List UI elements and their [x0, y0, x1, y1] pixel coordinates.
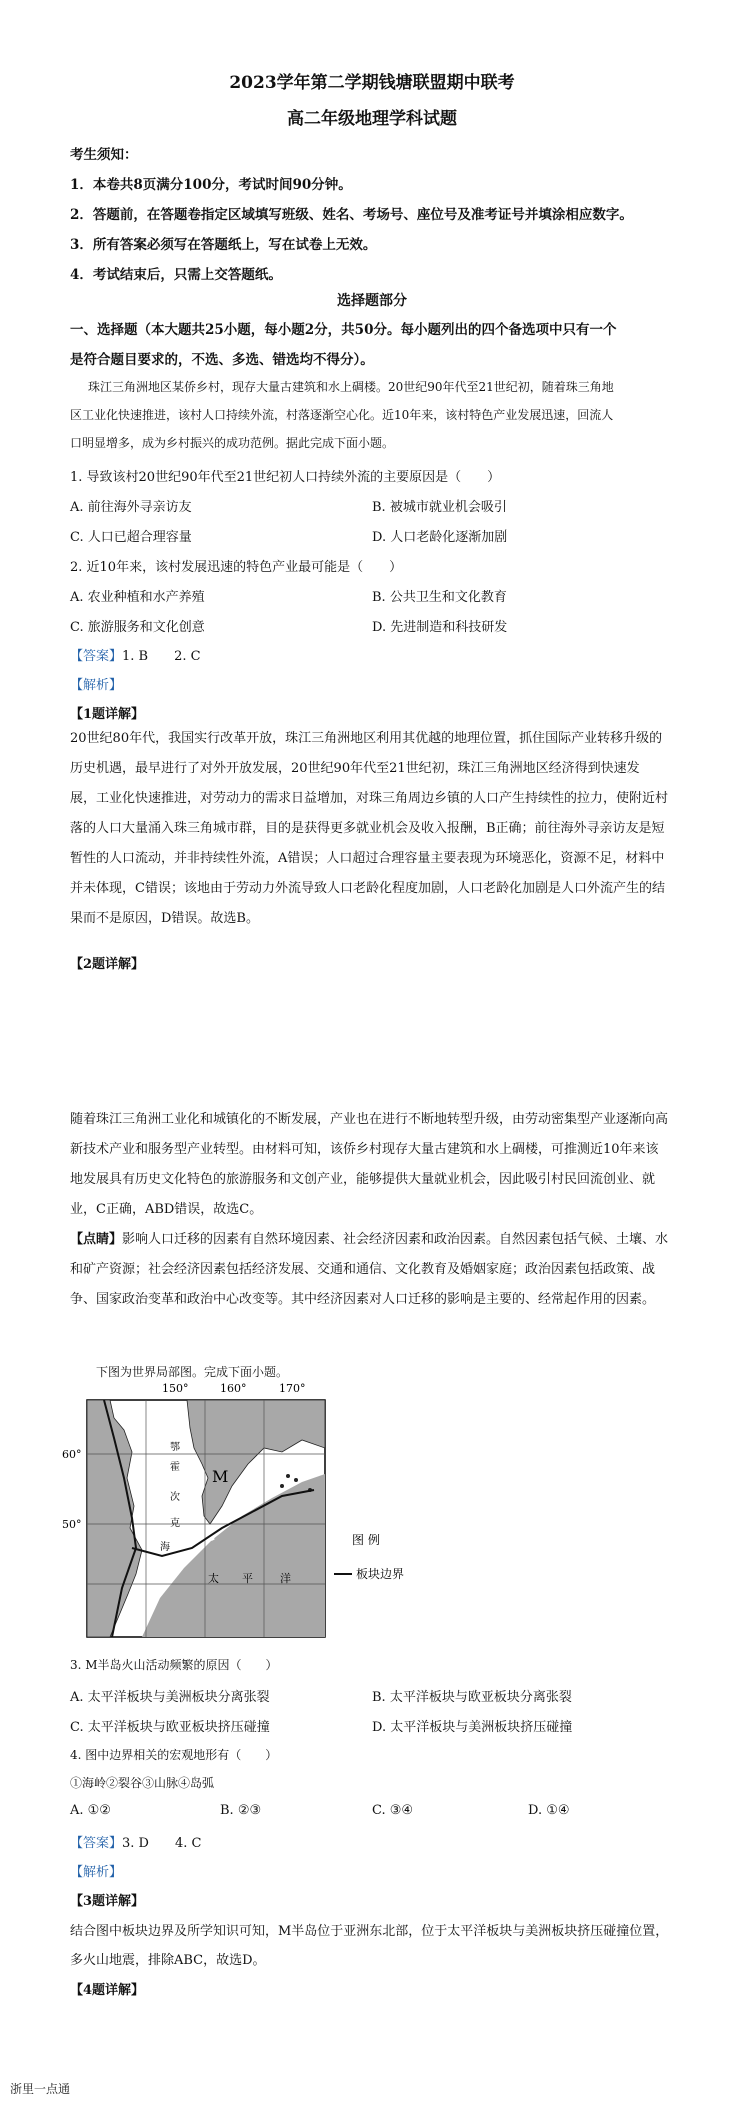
option-d: D. ①④ [528, 1803, 570, 1818]
legend-title: 图 例 [352, 1533, 380, 1547]
answer-text: 1. B 2. C [122, 649, 201, 664]
legend-item: 板块边界 [356, 1567, 405, 1581]
section-name: 选择题部分 [337, 293, 407, 309]
detail-line: 20世纪80年代，我国实行改革开放，珠江三角洲地区利用其优越的地理位置，抓住国际产业转移升级的 [70, 731, 663, 746]
world-map-figure [52, 1378, 472, 1643]
tip-line: 影响人口迁移的因素有自然环境因素、社会经济因素和政治因素。自然因素包括气候、土壤、水 [122, 1232, 669, 1247]
lon-label: 150° [162, 1382, 189, 1395]
option-a: A. 前往海外寻亲访友 [70, 500, 192, 515]
sea-label: 霍 [170, 1462, 180, 1473]
detail-line: 并未体现，C错误；该地由于劳动力外流导致人口老龄化程度加剧，人口老龄化加剧是人口外流产生的结 [70, 881, 665, 896]
option-b: B. 被城市就业机会吸引 [372, 500, 507, 515]
detail-line: 果而不是原因，D错误。故选B。 [70, 911, 259, 926]
tip-line: 争、国家政治变革和政治中心改变等。其中经济因素对人口迁移的影响是主要的、经常起作用的因素。 [70, 1292, 656, 1307]
option-d: D. 先进制造和科技研发 [372, 620, 508, 635]
passage-line: 珠江三角洲地区某侨乡村，现存大量古建筑和水上碉楼。20世纪90年代至21世纪初，随着珠三角地 [88, 380, 614, 394]
option-d: D. 人口老龄化逐渐加剧 [372, 530, 508, 545]
option-a: A. 农业种植和水产养殖 [70, 590, 205, 605]
sea-label: 克 [170, 1518, 180, 1529]
detail-line: 落的人口大量涌入珠三角城市群，目的是获得更多就业机会及收入报酬，B正确；前往海外寻亲访友是短 [70, 821, 665, 836]
option-d: D. 太平洋板块与美洲板块挤压碰撞 [372, 1720, 573, 1735]
question-stem: 1. 导致该村20世纪90年代至21世纪初人口持续外流的主要原因是（ ） [70, 470, 501, 485]
detail-line: 历史机遇，最早进行了对外开放发展，20世纪90年代至21世纪初，珠江三角洲地区经济得到快速发 [70, 761, 640, 776]
ocean-label: 太 [208, 1572, 219, 1585]
notice-item: 4．考试结束后，只需上交答题纸。 [70, 267, 282, 283]
detail-line: 结合图中板块边界及所学知识可知，M半岛位于亚洲东北部，位于太平洋板块与美洲板块挤压碰撞位置， [70, 1924, 669, 1939]
tip-label: 【点睛】 [70, 1232, 123, 1247]
notice-item: 2．答题前，在答题卷指定区域填写班级、姓名、考场号、座位号及准考证号并填涂相应数字。 [70, 207, 633, 223]
lon-label: 160° [220, 1382, 247, 1395]
sea-label: 海 [160, 1542, 170, 1553]
sea-label: 鄂 [170, 1442, 180, 1453]
detail-line: 展，工业化快速推进，对劳动力的需求日益增加，对珠三角周边乡镇的人口产生持续性的拉力，使附近村 [70, 791, 669, 806]
option-c: C. 太平洋板块与欧亚板块挤压碰撞 [70, 1720, 270, 1735]
detail-body [70, 1105, 682, 1225]
analysis-label: 【解析】 [70, 1865, 123, 1880]
option-c: C. ③④ [372, 1803, 414, 1818]
section-instruction: 是符合题目要求的，不选、多选、错选均不得分）。 [70, 352, 374, 368]
notice-heading: 考生须知： [70, 147, 138, 163]
detail-heading: 【2题详解】 [70, 957, 145, 972]
option-a: A. ①② [70, 1803, 111, 1818]
answer-line [70, 645, 201, 664]
analysis-label: 【解析】 [70, 678, 123, 693]
question-stem: 4. 图中边界相关的宏观地形有（ ） [70, 1748, 278, 1762]
detail-line: 业，C正确，ABD错误，故选C。 [70, 1202, 263, 1217]
option-b: B. 公共卫生和文化教育 [372, 590, 507, 605]
option-a: A. 太平洋板块与美洲板块分离张裂 [70, 1690, 270, 1705]
answer-text: 3. D 4. C [122, 1836, 202, 1851]
sea-label: 次 [170, 1492, 180, 1503]
ocean-label: 平 [242, 1572, 253, 1585]
notice-item: 1．本卷共8页满分100分，考试时间90分钟。 [70, 177, 352, 193]
passage-line: 区工业化快速推进，该村人口持续外流，村落逐渐空心化。近10年来，该村特色产业发展迅速，回流人 [70, 408, 614, 422]
map-intro: 下图为世界局部图。完成下面小题。 [96, 1365, 289, 1379]
tip-body [70, 1225, 682, 1315]
lat-label: 50° [62, 1518, 82, 1531]
exam-title: 2023学年第二学期钱塘联盟期中联考 [229, 73, 515, 93]
option-b: B. 太平洋板块与欧亚板块分离张裂 [372, 1690, 572, 1705]
detail-line: 暂性的人口流动，并非持续性外流，A错误；人口超过合理容量主要表现为环境恶化，资源不足，材料中 [70, 851, 665, 866]
answer-label: 【答案】 [70, 649, 123, 664]
detail-line: 地发展具有历史文化特色的旅游服务和文创产业，能够提供大量就业机会，因此吸引村民回流创业、就 [70, 1172, 656, 1187]
option-c: C. 旅游服务和文化创意 [70, 620, 205, 635]
answer-line [70, 1832, 201, 1851]
passage-line: 口明显增多，成为乡村振兴的成功范例。据此完成下面小题。 [70, 436, 395, 450]
detail-heading: 【4题详解】 [70, 1983, 145, 1998]
lon-label: 170° [279, 1382, 306, 1395]
peninsula-label: M [212, 1467, 229, 1486]
option-c: C. 人口已超合理容量 [70, 530, 192, 545]
section-instruction: 一、选择题（本大题共25小题，每小题2分，共50分。每小题列出的四个备选项中只有一个 [70, 322, 617, 338]
detail-heading: 【3题详解】 [70, 1894, 145, 1909]
answer-label: 【答案】 [70, 1836, 123, 1851]
detail-heading: 【1题详解】 [70, 707, 145, 722]
option-b: B. ②③ [220, 1803, 262, 1818]
lat-label: 60° [62, 1448, 82, 1461]
detail-line: 新技术产业和服务型产业转型。由材料可知，该侨乡村现存大量古建筑和水上碉楼，可推测近10年来该 [70, 1142, 659, 1157]
ocean-label: 洋 [280, 1572, 291, 1585]
tip-line: 和矿产资源；社会经济因素包括经济发展、交通和通信、文化教育及婚姻家庭；政治因素包括政策、战 [70, 1262, 656, 1277]
exam-subtitle: 高二年级地理学科试题 [287, 109, 457, 129]
question-stem: 2. 近10年来，该村发展迅速的特色产业最可能是（ ） [70, 560, 403, 575]
question-choices: ①海岭②裂谷③山脉④岛弧 [70, 1776, 215, 1790]
detail-line: 随着珠江三角洲工业化和城镇化的不断发展，产业也在进行不断地转型升级，由劳动密集型产业逐渐向高 [70, 1112, 669, 1127]
detail-body [70, 724, 682, 934]
notice-item: 3．所有答案必须写在答题纸上，写在试卷上无效。 [70, 237, 377, 253]
question-stem: 3. M半岛火山活动频繁的原因（ ） [70, 1658, 278, 1672]
footer-brand: 浙里一点通 [10, 2082, 71, 2096]
detail-line: 多火山地震，排除ABC，故选D。 [70, 1953, 266, 1968]
